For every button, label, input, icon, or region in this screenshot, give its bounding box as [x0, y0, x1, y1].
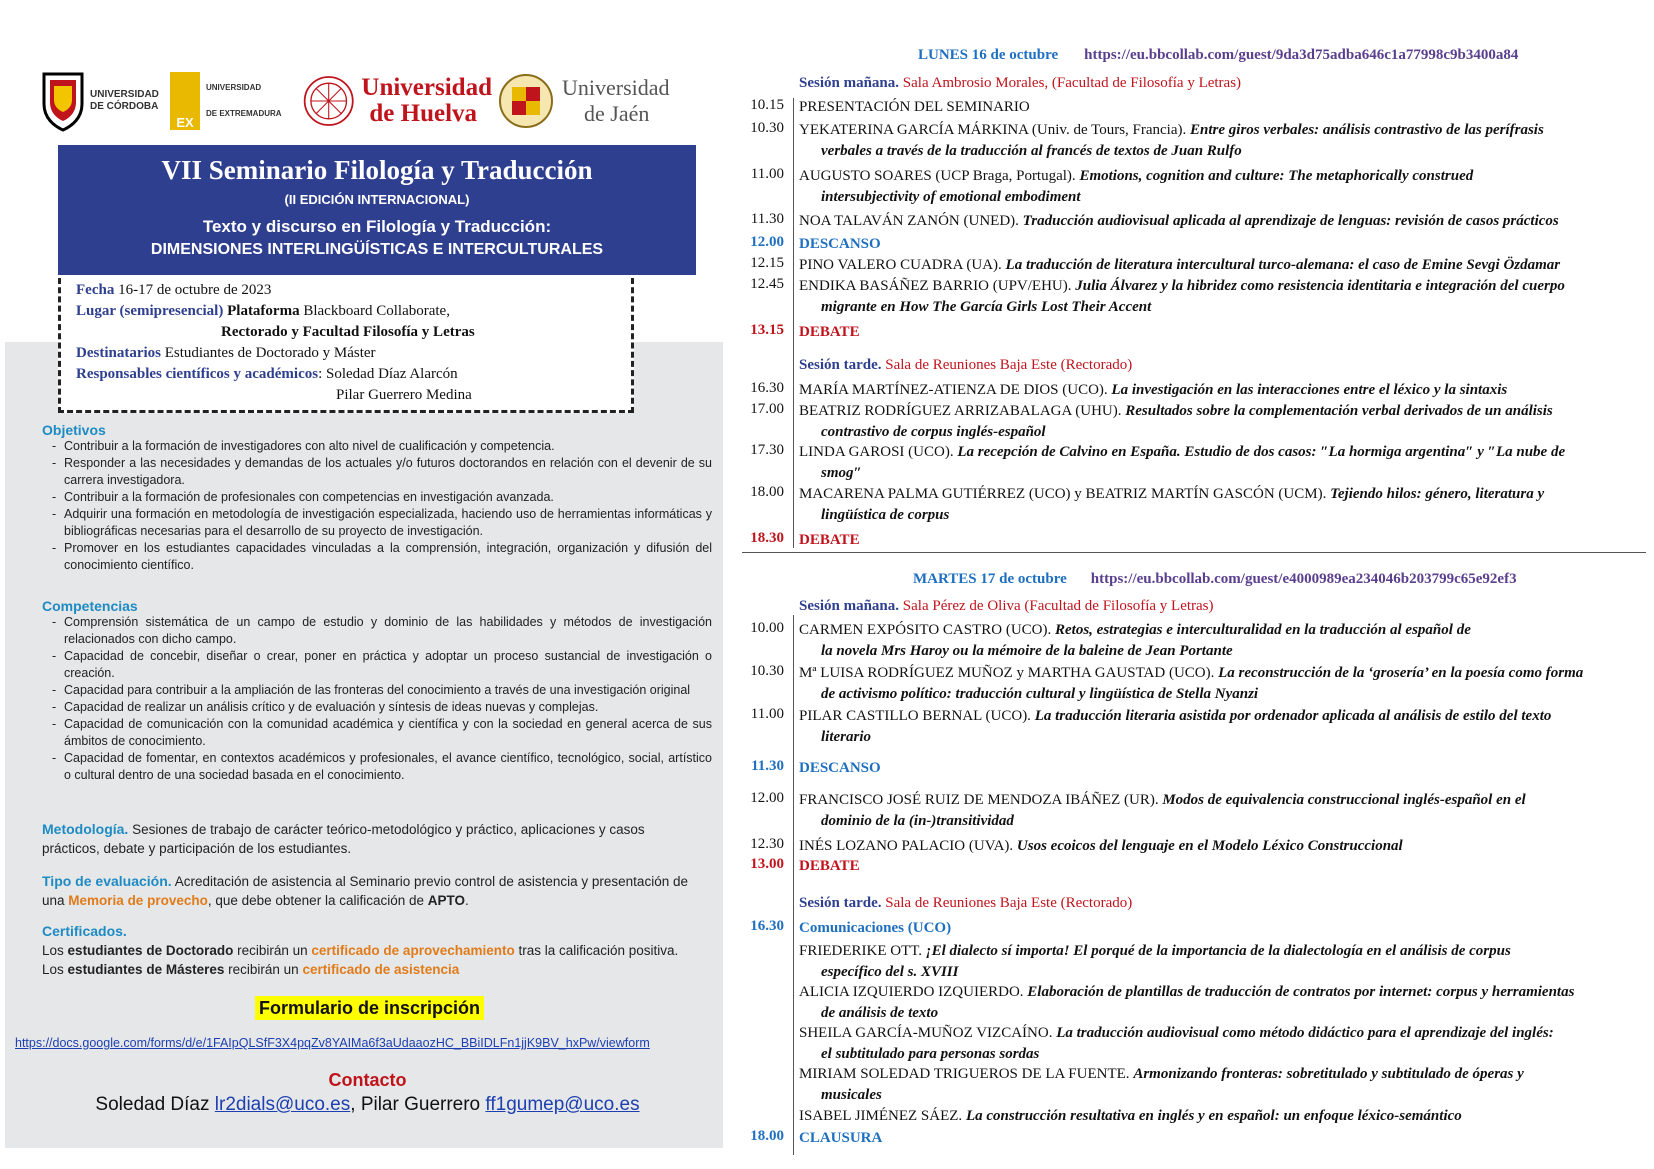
extremadura-mark: EX [170, 72, 200, 130]
lugar-plataforma: Plataforma [227, 303, 300, 319]
entry-speaker: YEKATERINA GARCÍA MÁRKINA (Univ. de Tours, Francia). [799, 122, 1187, 138]
cert-asistencia: certificado de asistencia [302, 962, 460, 977]
entry-speaker: AUGUSTO SOARES (UCP Braga, Portugal). [799, 168, 1076, 184]
entry-title-cont: específico del s. XVIII [821, 964, 959, 980]
lunes-tarde-label: Sesión tarde. [799, 357, 882, 373]
logos-strip [40, 62, 700, 140]
seminar-title: VII Seminario Filología y Traducción [161, 155, 593, 185]
destinatarios-value: Estudiantes de Doctorado y Máster [164, 345, 376, 361]
day-separator [742, 552, 1646, 553]
lunes-url[interactable]: https://eu.bbcollab.com/guest/9da3d75adba646c1a77998c9b3400a84 [1084, 47, 1519, 63]
entry-time: 16.30 [750, 380, 784, 396]
cert-masteres: estudiantes de Másteres [67, 962, 225, 977]
lunes-descanso-label: DESCANSO [799, 236, 881, 252]
entry-time: 10.30 [750, 663, 784, 679]
contact-name-1: Soledad Díaz [95, 1094, 210, 1115]
contact-email-2[interactable]: ff1gumep@uco.es [485, 1094, 640, 1115]
cert-l2a: Los [42, 962, 64, 977]
lunes-manana-label: Sesión mañana. [799, 75, 900, 91]
jaen-crest-icon [498, 71, 554, 131]
evaluacion-section [42, 872, 702, 910]
competencia-item: - Capacidad de fomentar, en contextos académicos y profesionales, el avance científico, tecnológico, social, artístico o cultural dentro de una sociedad basada en el conocimiento. [42, 750, 712, 784]
entry-title: Traducción audiovisual aplicada al aprendizaje de lenguas: revisión de casos prácticos [1022, 213, 1559, 229]
martes-clausura-time: 18.00 [750, 1128, 784, 1144]
cert-l1c: recibirán un [237, 943, 308, 958]
entry-time: 10.15 [750, 97, 784, 113]
form-link[interactable]: https://docs.google.com/forms/d/e/1FAIpQLSfF3X4pqZv8YAIMa6f3aUdaaozHC_BBiIDLFn1jjK9BV_hxPw/viewform [15, 1036, 650, 1050]
objetivo-item: - Adquirir una formación en metodología de investigación especializada, haciendo uso de herramientas informáticas y bibliográficas necesarias para el desarrollo de su proyecto de investigación. [42, 506, 712, 540]
lugar-line [76, 303, 450, 320]
entry-title: Emotions, cognition and culture: The metaphorically construed [1079, 168, 1474, 184]
lunes-debate2-time: 18.30 [750, 530, 784, 546]
apto-label: APTO [427, 893, 466, 908]
cordoba-shield-icon [40, 70, 86, 132]
martes-com-time: 16.30 [750, 918, 784, 934]
martes-com-label: Comunicaciones (UCO) [799, 920, 952, 936]
entry-title: Elaboración de plantillas de traducción de contratos por internet: corpus y herramientas [1027, 984, 1575, 1000]
certificado-doctorado-line [42, 941, 722, 960]
competencia-item: - Capacidad para contribuir a la ampliación de las fronteras del conocimiento a través de una investigación original [42, 682, 712, 699]
entry-title: La traducción de literatura intercultural turco-alemana: el caso de Emine Sevgi Özdamar [1005, 257, 1561, 273]
fecha-value: 16-17 de octubre de 2023 [118, 282, 272, 298]
lunes-tarde-place: Sala de Reuniones Baja Este (Rectorado) [885, 357, 1133, 373]
destinatarios-line [76, 345, 376, 362]
memoria-highlight: Memoria de provecho [68, 893, 208, 908]
competencias-list [42, 614, 712, 784]
entry-text [799, 97, 1642, 118]
contact-name-2: Pilar Guerrero [360, 1094, 481, 1115]
entry-title: Usos ecoicos del lenguaje en el Modelo Léxico Construccional [1016, 838, 1403, 854]
huelva-name-a: Universidad [361, 74, 492, 101]
entry-text [799, 211, 1642, 232]
entry-speaker: PINO VALERO CUADRA (UA). [799, 257, 1002, 273]
competencia-item: - Comprensión sistemática de un campo de estudio y dominio de las habilidades y métodos de investigación relacionados con dicho campo. [42, 614, 712, 648]
entry-title: Armonizando fronteras: sobretitulado y subtitulado de óperas y [1133, 1066, 1524, 1082]
entry-title: Modos de equivalencia construccional inglés-español en el [1162, 792, 1526, 808]
jaen-name-a: Universidad [562, 75, 670, 100]
evaluacion-text-1: Acreditación de asistencia al Seminario previo control de asistencia y presentación de una [42, 874, 688, 908]
entry-time: 17.00 [750, 401, 784, 417]
martes-manana-place: Sala Pérez de Oliva (Facultad de Filosofía y Letras) [902, 598, 1214, 614]
entry-title: ¡El dialecto sí importa! El porqué de la importancia de la dialectología en el análisis de corpus [925, 943, 1511, 959]
martes-manana-label: Sesión mañana. [799, 598, 900, 614]
entry-title-cont: literario [821, 729, 872, 745]
entry-text [799, 120, 1642, 162]
entry-speaker: ALICIA IZQUIERDO IZQUIERDO. [799, 984, 1024, 1000]
entry-text [799, 484, 1642, 526]
entry-title: La traducción audiovisual como método didáctico para el aprendizaje del inglés: [1056, 1025, 1554, 1041]
competencia-item: - Capacidad de concebir, diseñar o crear, poner en práctica y adoptar un proceso sustancial de investigación o creación. [42, 648, 712, 682]
entry-title-cont: contrastivo de corpus inglés-español [821, 424, 1046, 440]
martes-tarde-session [799, 895, 1132, 912]
edition-label: (II EDICIÓN INTERNACIONAL) [284, 192, 470, 207]
entry-time: 12.30 [750, 836, 784, 852]
entry-title-cont: migrante en How The García Girls Lost Their Accent [821, 299, 1152, 315]
entry-text [799, 276, 1642, 318]
objetivo-item: - Contribuir a la formación de investigadores con alto nivel de cualificación y competencia. [42, 438, 712, 455]
lunes-divider [793, 98, 794, 548]
entry-time: 11.00 [750, 706, 784, 722]
lunes-debate1-time: 13.15 [750, 322, 784, 338]
entry-text [799, 255, 1642, 276]
entry-title-cont: smog″ [821, 465, 862, 481]
responsable-2: Pilar Guerrero Medina [336, 387, 472, 403]
objetivos-list [42, 438, 712, 574]
cert-doctorado: estudiantes de Doctorado [67, 943, 234, 958]
entry-speaker: FRIEDERIKE OTT. [799, 943, 923, 959]
entry-speaker: LINDA GAROSI (UCO). [799, 444, 954, 460]
entry-speaker: MARÍA MARTÍNEZ-ATIENZA DE DIOS (UCO). [799, 382, 1108, 398]
entry-title-cont: de activismo político: traducción cultural y lingüística de Stella Nyanzi [821, 686, 1259, 702]
entry-time: 12.00 [750, 790, 784, 806]
objetivo-item: - Responder a las necesidades y demandas de los actuales y/o futuros doctorandos en relación con el devenir de su carrera investigadora. [42, 455, 712, 489]
jaen-logo [498, 62, 698, 140]
certificados-section [42, 922, 722, 979]
evaluacion-text-2: , que debe obtener la calificación de [207, 893, 424, 908]
evaluacion-title: Tipo de evaluación. [42, 873, 172, 889]
entry-text [799, 620, 1642, 662]
entry-title: Entre giros verbales: análisis contrastivo de las perífrasis [1190, 122, 1544, 138]
entry-speaker: NOA TALAVÁN ZANÓN (UNED). [799, 213, 1019, 229]
certificados-title: Certificados. [42, 923, 127, 939]
entry-text [799, 982, 1642, 1024]
entry-speaker: PRESENTACIÓN DEL SEMINARIO [799, 99, 1030, 115]
entry-title-cont: de análisis de texto [821, 1005, 939, 1021]
entry-text [799, 706, 1642, 748]
martes-tarde-place: Sala de Reuniones Baja Este (Rectorado) [885, 895, 1133, 911]
martes-tarde-label: Sesión tarde. [799, 895, 882, 911]
form-title: Formulario de inscripción [255, 996, 484, 1020]
info-box [58, 278, 634, 413]
martes-debate-time: 13.00 [750, 856, 784, 872]
lunes-descanso-time: 12.00 [750, 234, 784, 250]
entry-text [799, 1064, 1642, 1106]
entry-time: 12.45 [750, 276, 784, 292]
entry-title-cont: intersubjectivity of emotional embodiment [821, 189, 1081, 205]
entry-title-cont: dominio de la (in-)transitividad [821, 813, 1014, 829]
martes-descanso-label: DESCANSO [799, 760, 881, 776]
entry-time: 10.00 [750, 620, 784, 636]
martes-manana-session [799, 598, 1214, 615]
entry-speaker: INÉS LOZANO PALACIO (UVA). [799, 838, 1014, 854]
competencias-section [42, 598, 712, 784]
cordoba-name: UNIVERSIDAD DE CÓRDOBA [90, 89, 159, 112]
entry-speaker: MIRIAM SOLEDAD TRIGUEROS DE LA FUENTE. [799, 1066, 1130, 1082]
cert-l1a: Los [42, 943, 64, 958]
jaen-name-b: de Jaén [584, 101, 650, 126]
lunes-manana-session [799, 75, 1241, 92]
contact-separator: , [350, 1094, 356, 1115]
entry-speaker: FRANCISCO JOSÉ RUIZ DE MENDOZA IBÁÑEZ (UR). [799, 792, 1159, 808]
cert-l1e: tras la calificación positiva. [518, 943, 679, 958]
metodologia-title: Metodología. [42, 821, 129, 837]
entry-text [799, 442, 1642, 484]
entry-title: La investigación en las interacciones entre el léxico y la sintaxis [1111, 382, 1508, 398]
entry-text [799, 836, 1642, 857]
entry-speaker: ENDIKA BASÁÑEZ BARRIO (UPV/EHU). [799, 278, 1072, 294]
fecha-label: Fecha [76, 282, 115, 298]
subtitle-line-1: Texto y discurso en Filología y Traducción: [202, 217, 552, 236]
objetivo-item: - Contribuir a la formación de profesionales con competencias en investigación avanzada. [42, 489, 712, 506]
entry-speaker: PILAR CASTILLO BERNAL (UCO). [799, 708, 1031, 724]
entry-title: Tejiendo hilos: género, literatura y [1330, 486, 1545, 502]
huelva-name-b: de Huelva [369, 100, 478, 127]
competencia-item: - Capacidad de realizar un análisis crítico y de evaluación y síntesis de ideas nuevas y complejas. [42, 699, 712, 716]
entry-text [799, 401, 1642, 443]
lugar-label: Lugar (semipresencial) [76, 303, 224, 319]
lugar-blackboard: Blackboard Collaborate, [303, 303, 450, 319]
fecha-line [76, 282, 271, 299]
cert-l2c: recibirán un [228, 962, 299, 977]
lunes-tarde-session [799, 357, 1132, 374]
entry-title: La recepción de Calvino en España. Estudio de dos casos: ″La hormiga argentina″ y ″La nube de [957, 444, 1566, 460]
entry-text [799, 1023, 1642, 1065]
entry-text [799, 166, 1642, 208]
entry-speaker: SHEILA GARCÍA-MUÑOZ VIZCAÍNO. [799, 1025, 1053, 1041]
lunes-manana-place: Sala Ambrosio Morales, (Facultad de Filosofía y Letras) [902, 75, 1242, 91]
subtitle-line-2: DIMENSIONES INTERLINGÜÍSTICAS E INTERCULTURALES [150, 241, 604, 258]
entry-text [799, 663, 1642, 705]
entry-title: Julia Álvarez y la hibridez como resistencia identitaria e integración del cuerpo [1075, 278, 1565, 294]
entry-time: 11.00 [750, 166, 784, 182]
entry-title: Retos, estrategias e interculturalidad en la traducción al español de [1055, 622, 1471, 638]
martes-descanso-time: 11.30 [751, 758, 784, 774]
entry-title: La traducción literaria asistida por ordenador aplicada al análisis de estilo del texto [1034, 708, 1552, 724]
contacto-line [0, 1094, 735, 1116]
extremadura-logo [170, 62, 300, 140]
entry-speaker: BEATRIZ RODRÍGUEZ ARRIZABALAGA (UHU). [799, 403, 1122, 419]
entry-title: La reconstrucción de la ‘grosería’ en la poesía como forma [1218, 665, 1584, 681]
extremadura-name-a: UNIVERSIDAD [206, 83, 262, 92]
title-banner [58, 145, 696, 275]
entry-time: 12.15 [750, 255, 784, 271]
entry-title: Resultados sobre la complementación verbal derivados de un análisis [1125, 403, 1553, 419]
responsables-label: Responsables científicos y académicos [76, 366, 319, 382]
entry-speaker: ISABEL JIMÉNEZ SÁEZ. [799, 1108, 963, 1124]
contacto-title: Contacto [328, 1070, 407, 1090]
entry-time: 10.30 [750, 120, 784, 136]
contact-email-1[interactable]: lr2dials@uco.es [214, 1094, 351, 1115]
lunes-debate1-label: DEBATE [799, 324, 860, 340]
martes-day: MARTES 17 de octubre [913, 571, 1067, 587]
entry-time: 11.30 [750, 211, 784, 227]
lugar-line-2: Rectorado y Facultad Filosofía y Letras [221, 324, 475, 340]
objetivos-section [42, 422, 712, 574]
evaluacion-end: . [465, 893, 469, 908]
entry-time: 17.30 [750, 442, 784, 458]
cert-aprovechamiento: certificado de aprovechamiento [311, 943, 515, 958]
entry-text [799, 790, 1642, 832]
huelva-seal-icon [302, 71, 355, 131]
destinatarios-label: Destinatarios [76, 345, 161, 361]
entry-title-cont: la novela Mrs Haroy ou la mémoire de la baleine de Jean Portante [821, 643, 1233, 659]
entry-text [799, 941, 1642, 983]
entry-title-cont: musicales [821, 1087, 882, 1103]
metodologia-text: Sesiones de trabajo de carácter teórico-metodológico y práctico, aplicaciones y casos prácticos, debate y participación de los estudiantes. [42, 822, 645, 856]
martes-header [913, 570, 1517, 588]
extremadura-name-b: DE EXTREMADURA [206, 109, 282, 118]
responsable-1: Soledad Díaz Alarcón [326, 366, 458, 382]
martes-divider [793, 615, 794, 1155]
entry-title-cont: lingüística de corpus [821, 507, 950, 523]
entry-text [799, 1106, 1642, 1127]
certificado-master-line [42, 960, 722, 979]
entry-speaker: Mª LUISA RODRÍGUEZ MUÑOZ y MARTHA GAUSTAD (UCO). [799, 665, 1215, 681]
cordoba-logo [40, 62, 165, 140]
lunes-debate2-label: DEBATE [799, 532, 860, 548]
responsables-line: Responsables científicos y académicos: Soledad Díaz Alarcón [76, 366, 458, 382]
lunes-header [918, 46, 1518, 64]
competencia-item: - Capacidad de comunicación con la comunidad académica y científica y con la sociedad en general acerca de sus ámbitos de conocimiento. [42, 716, 712, 750]
martes-url[interactable]: https://eu.bbcollab.com/guest/e4000989ea234046b203799c65e92ef3 [1090, 571, 1517, 587]
metodologia-section [42, 820, 682, 858]
martes-debate-label: DEBATE [799, 858, 860, 874]
lunes-day: LUNES 16 de octubre [918, 47, 1059, 63]
objetivos-title: Objetivos [42, 422, 106, 438]
entry-title-cont: el subtitulado para personas sordas [821, 1046, 1040, 1062]
martes-clausura-label: CLAUSURA [799, 1130, 883, 1146]
competencias-title: Competencias [42, 598, 138, 614]
objetivo-item: - Promover en los estudiantes capacidades vinculadas a la comprensión, integración, organización y difusión del conocimiento científico. [42, 540, 712, 574]
entry-title: La construcción resultativa en inglés y en español: un enfoque léxico-semántico [965, 1108, 1462, 1124]
entry-speaker: CARMEN EXPÓSITO CASTRO (UCO). [799, 622, 1052, 638]
entry-title-cont: verbales a través de la traducción al francés de textos de Juan Rulfo [821, 143, 1242, 159]
entry-time: 18.00 [750, 484, 784, 500]
entry-speaker: MACARENA PALMA GUTIÉRREZ (UCO) y BEATRIZ MARTÍN GASCÓN (UCM). [799, 486, 1327, 502]
entry-text [799, 380, 1642, 401]
huelva-logo [302, 62, 492, 140]
